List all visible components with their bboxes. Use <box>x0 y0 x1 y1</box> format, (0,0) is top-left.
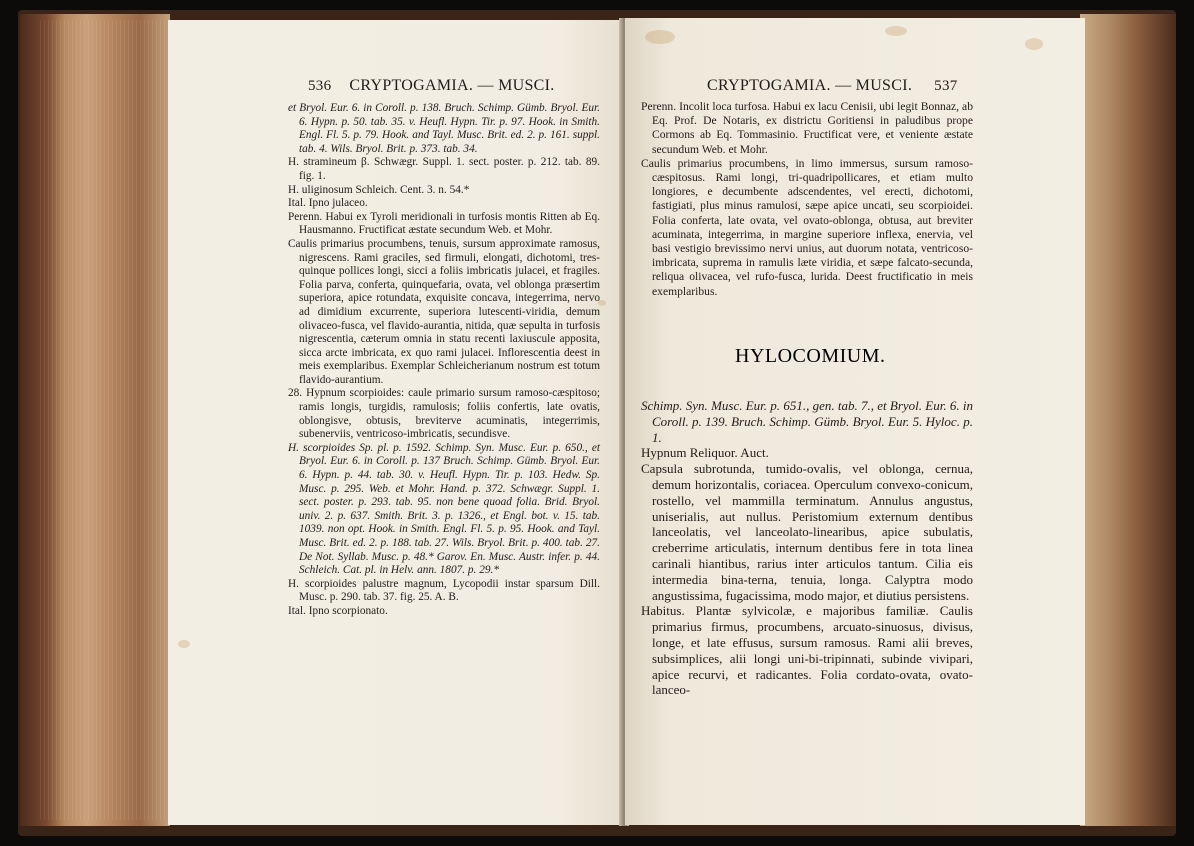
paragraph: 28. Hypnum scorpioides: caule primario sursum ramoso-cæspitoso; ramis longis, turgidis, ramulosis; foliis confertis, late ovatis, oblongisve, obtusis, breviterve acuminatis, integerrimis, subenerviis, ventricoso-imbricatis, secundisve. <box>288 387 600 441</box>
section-heading-hylocomium: HYLOCOMIUM. <box>735 345 886 367</box>
paragraph: Hypnum Reliquor. Auct. <box>641 445 769 461</box>
paragraph: Caulis primarius procumbens, in limo immersus, sursum ramoso-cæspitosus. Rami longi, tri-quadripollicares, et etiam multo longiores, e decumbente adscendentes, vel erecti, dichotomi, fastigiati, plus minus ramulosi, sæpe apice uncati, seu scorpioidei. Folia conferta, late ovata, vel ovato-oblonga, obtusa, aut breviter acuminata, integerrima, in margine superiore inflexa, enervia, vel basi vestigio brevissimo nervi unius, aut duorum notata, ventricoso-imbricata, suprema in ramulis læte viridia, et sæpe falcato-secunda, reliqua olivacea, vel rufo-fusca, lurida. Deest fructificatio in meis exemplaribus. <box>641 156 973 298</box>
foxing-spot <box>178 640 190 648</box>
paragraph: Ital. Ipno julaceo. <box>288 197 368 210</box>
paragraph: H. stramineum β. Schwægr. Suppl. 1. sect. poster. p. 212. tab. 89. fig. 1. <box>288 156 600 182</box>
left-page <box>168 20 623 825</box>
page-edge-lines <box>40 20 170 820</box>
left-page-number: 536 <box>308 78 332 94</box>
left-body-text <box>288 102 600 619</box>
paragraph: H. scorpioides Sp. pl. p. 1592. Schimp. Syn. Musc. Eur. p. 650., et Bryol. Eur. 6. in Coroll. p. 137 Bruch. Schimp. Gümb. Bryol. Eur. 6. Hypn. p. 44. tab. 30. v. Heufl. Hypn. Tir. p. 103. Hedw. Sp. Musc. p. 295. Web. et Mohr. Hand. p. 372. Schwægr. Suppl. 1. sect. poster. p. 293. tab. 95. non bene quoad folia. Brid. Bryol. univ. 2. p. 637. Smith. Brit. 3. p. 1326., et Engl. bot. v. 15. tab. 1039. non opt. Hook. in Smith. Engl. Fl. 5. p. 95. Hook. and Tayl. Musc. Brit. ed. 2. p. 188. tab. 27. Wils. Bryol. Brit. p. 400. tab. 27. De Not. Syllab. Musc. p. 48.* Garov. En. Musc. Austr. infer. p. 44. Schleich. Cat. pl. in Helv. ann. 1807. p. 29.* <box>288 441 600 577</box>
paragraph: H. scorpioides palustre magnum, Lycopodii instar sparsum Dill. Musc. p. 290. tab. 37. fig. 25. A. B. <box>288 577 600 604</box>
paragraph: Caulis primarius procumbens, tenuis, sursum approximate ramosus, nigrescens. Rami graciles, sed firmuli, elongati, dichotomi, tres-quinque pollices longi, sicci a foliis imbricatis julacei, et fragiles. Folia parva, conferta, quinquefaria, ovata, vel oblonga præsertim superiora, apice rotundata, exquisite concava, integerrima, nervo ad dimidium excurrente, superiora lutescenti-viridia, demum olivaceo-fusca, vel flavido-aurantia, nitida, quæ sepulta in turfosis nigrescentia, cæterum omnia in statu recenti laxiuscule apposita, sicca arcte imbricata, ex quo rami julacei. Inflorescentia deest in meis exemplaribus. Exemplar Schleicherianum nostrum est totum flavido-aurantium. <box>288 237 600 386</box>
right-page-title: CRYPTOGAMIA. — MUSCI. <box>707 77 913 94</box>
right-body-top <box>641 100 973 299</box>
right-body-bottom <box>641 398 973 698</box>
paragraph: Schimp. Syn. Musc. Eur. p. 651., gen. tab. 7., et Bryol. Eur. 6. in Coroll. p. 139. Bruch. Schimp. Gümb. Bryol. Eur. 5. Hyloc. p. 1. <box>641 398 973 445</box>
paragraph: Ital. Ipno scorpionato. <box>288 604 388 617</box>
foxing-spot <box>885 26 907 36</box>
paragraph: et Bryol. Eur. 6. in Coroll. p. 138. Bruch. Schimp. Gümb. Bryol. Eur. 6. Hypn. p. 50. tab. 35. v. Heufl. Hypn. Tir. p. 97. Hook. in Smith. Engl. Fl. 5. p. 79. Hook. and Tayl. Musc. Brit. ed. 2. p. 161. suppl. tab. 4. Wils. Bryol. Brit. p. 373. tab. 34. <box>288 102 600 155</box>
right-running-head <box>707 75 958 101</box>
foxing-spot <box>645 30 675 44</box>
paragraph: Habitus. Plantæ sylvicolæ, e majoribus familiæ. Caulis primarius firmus, procumbens, arcuato-sinuosus, divisus, longe, et late effusus, sursum ramosus. Rami alii breves, subsimplices, alii longi uni-bi-tripinnati, subinde vivipari, apice recurvi, et radicantes. Folia cordato-ovata, ovato-lanceo- <box>641 603 973 698</box>
left-running-head <box>308 75 555 101</box>
right-page <box>625 18 1085 825</box>
right-page-edges <box>1080 14 1176 826</box>
right-page-number: 537 <box>934 78 958 94</box>
paragraph: H. uliginosum Schleich. Cent. 3. n. 54.* <box>288 183 470 196</box>
paragraph: Capsula subrotunda, tumido-ovalis, vel oblonga, cernua, demum horizontalis, coriacea. Operculum convexo-conicum, rostello, vel mammilla terminatum. Annulus angustus, uniserialis, aut nullus. Peristomium externum dentibus lanceolatis, vel lanceolato-linearibus, apice subulatis, creberrime articulatis, internum dentibus fere in tota linea carinali hiantibus, rarius inter articulos tantum. Cilia eis intermedia bina-terna, tenuia, longa. Calyptra modo angustissima, fugacissima, modo major, et diutius persistens. <box>641 461 973 603</box>
foxing-spot <box>1025 38 1043 50</box>
paragraph: Perenn. Habui ex Tyroli meridionali in turfosis montis Ritten ab Eq. Hausmanno. Fructificat æstate secundum Web. et Mohr. <box>288 210 600 237</box>
paragraph: Perenn. Incolit loca turfosa. Habui ex lacu Cenisii, ubi legit Bonnaz, ab Eq. Prof. De Notaris, ex districtu Goritiensi in paludibus prope Cormons ab Eq. Tommasinio. Fructificat vere, et veniente æstate secundum Web. et Mohr. <box>641 100 973 156</box>
left-page-title: CRYPTOGAMIA. — MUSCI. <box>349 77 555 94</box>
